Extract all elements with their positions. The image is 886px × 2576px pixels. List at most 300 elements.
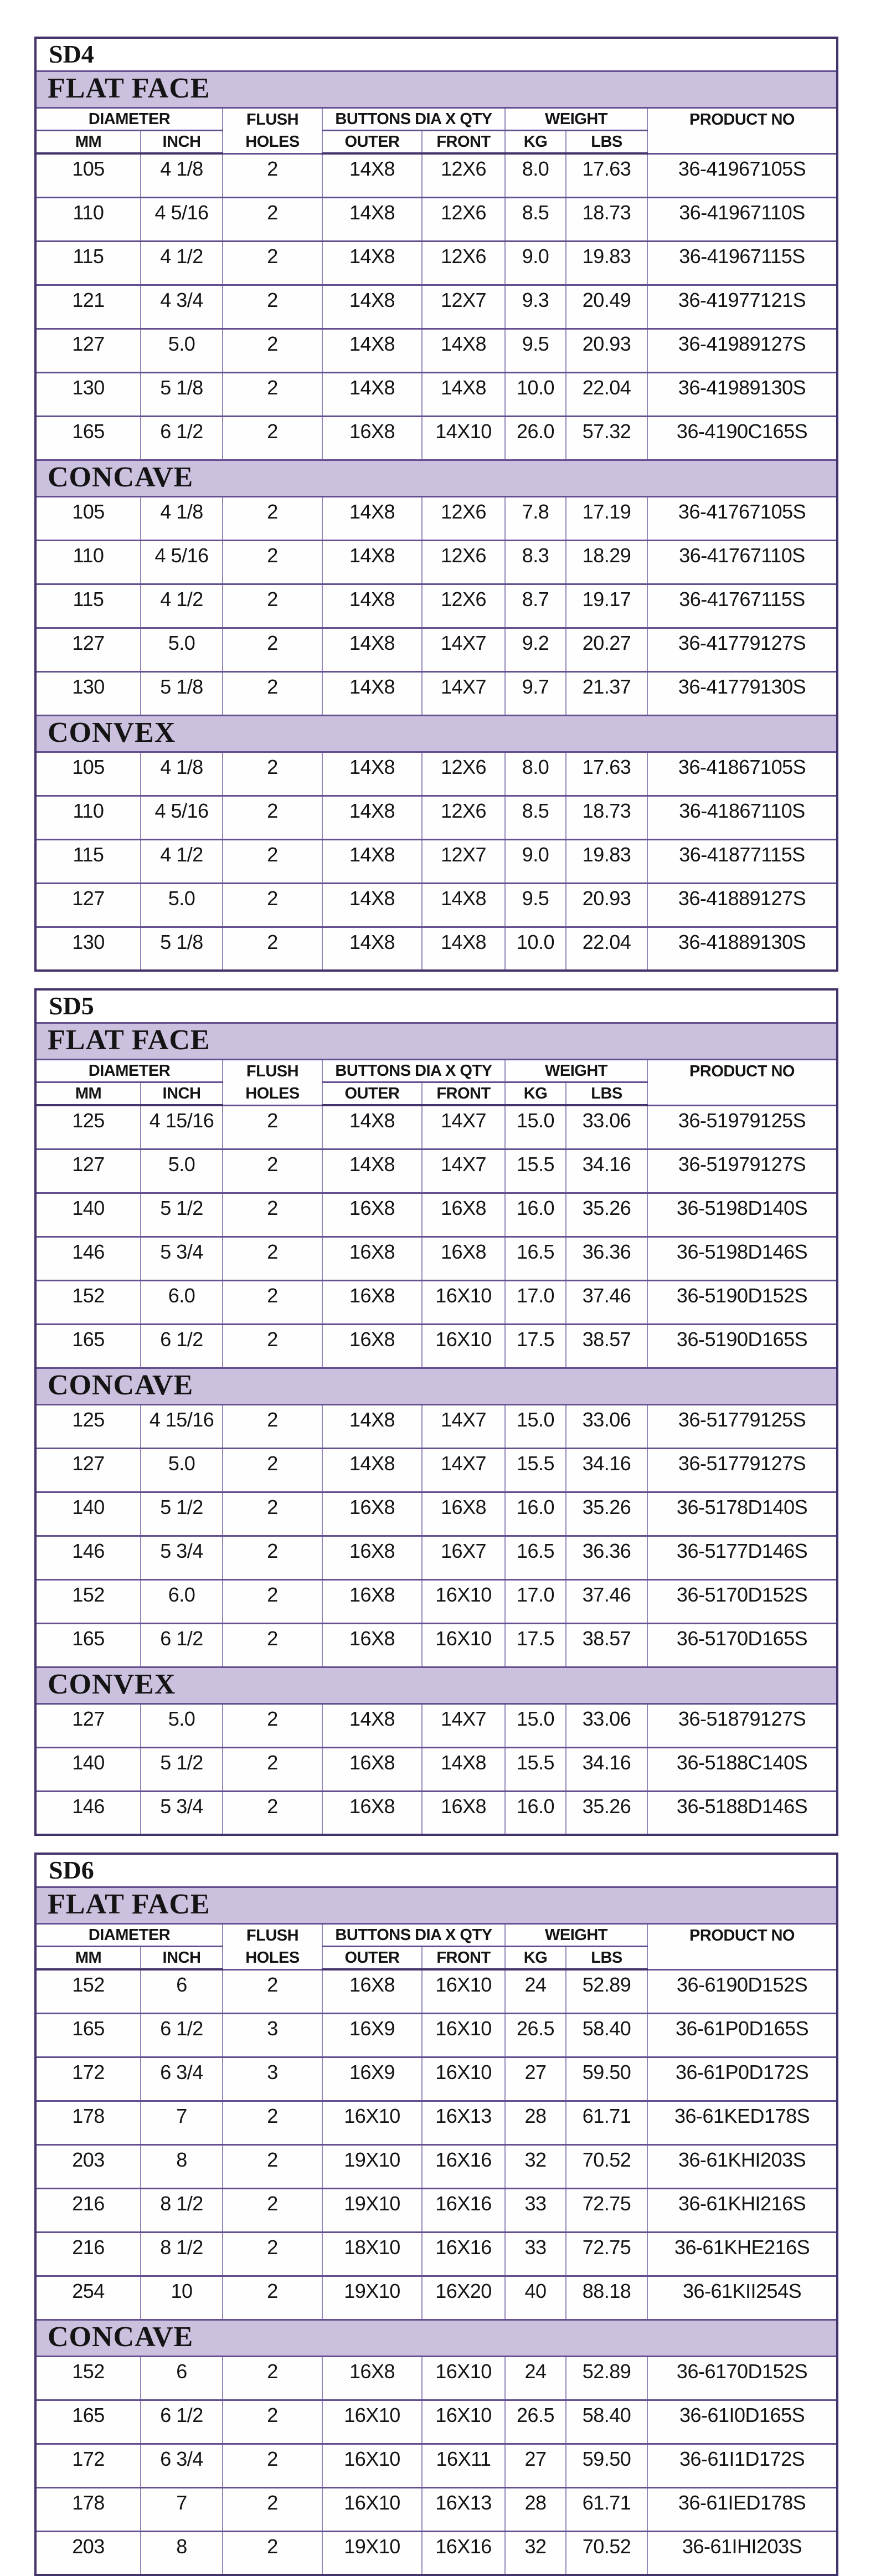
cell-kg: 8.3 <box>505 540 566 584</box>
cell-flush-holes: 2 <box>223 927 322 971</box>
table-row <box>35 796 837 839</box>
col-header-product-no: PRODUCT NO <box>647 1923 837 1969</box>
cell-inch: 5.0 <box>141 883 223 927</box>
cell-inch: 5.0 <box>141 329 223 372</box>
section-title-row <box>35 989 837 1023</box>
cell-front: 16X16 <box>422 2531 505 2575</box>
table-row <box>35 1536 837 1579</box>
cell-outer: 19X10 <box>322 2276 422 2320</box>
cell-front: 12X7 <box>422 285 505 329</box>
col-header-flush-holes <box>223 107 322 153</box>
cell-product-no: 36-61P0D165S <box>647 2013 837 2057</box>
col-header-flush-line1: FLUSH <box>246 110 299 129</box>
cell-kg: 10.0 <box>505 927 566 971</box>
table-row <box>35 1703 837 1747</box>
table-row <box>35 1193 837 1236</box>
table-row <box>35 1149 837 1193</box>
cell-inch: 5.0 <box>141 1448 223 1492</box>
cell-front: 14X8 <box>422 1747 505 1791</box>
col-header-diameter: DIAMETER <box>35 1059 223 1082</box>
col-header-flush-line1: FLUSH <box>246 1926 299 1944</box>
col-header-buttons-dia-x-qty: BUTTONS DIA X QTY <box>322 1059 505 1082</box>
cell-product-no: 36-51779127S <box>647 1448 837 1492</box>
cell-lbs: 20.27 <box>566 628 647 671</box>
cell-mm: 127 <box>35 1703 141 1747</box>
cell-inch: 5 1/2 <box>141 1492 223 1536</box>
subsection-label: CONCAVE <box>35 2320 837 2356</box>
cell-lbs: 35.26 <box>566 1193 647 1236</box>
cell-mm: 127 <box>35 1448 141 1492</box>
cell-flush-holes: 2 <box>223 2444 322 2487</box>
cell-flush-holes: 2 <box>223 671 322 715</box>
cell-product-no: 36-5198D140S <box>647 1193 837 1236</box>
subsection-band-row <box>35 1023 837 1059</box>
subsection-label: CONCAVE <box>35 460 837 496</box>
cell-outer: 18X10 <box>322 2232 422 2276</box>
cell-front: 12X6 <box>422 197 505 241</box>
cell-kg: 16.0 <box>505 1492 566 1536</box>
table-row <box>35 2487 837 2531</box>
col-header-buttons-dia-x-qty: BUTTONS DIA X QTY <box>322 1923 505 1946</box>
cell-kg: 28 <box>505 2487 566 2531</box>
cell-product-no: 36-41989127S <box>647 329 837 372</box>
cell-mm: 140 <box>35 1193 141 1236</box>
cell-mm: 178 <box>35 2101 141 2144</box>
col-header-outer: OUTER <box>322 1946 422 1969</box>
cell-lbs: 88.18 <box>566 2276 647 2320</box>
col-header-mm: MM <box>35 130 141 153</box>
table-row <box>35 372 837 416</box>
cell-outer: 14X8 <box>322 372 422 416</box>
cell-product-no: 36-41767115S <box>647 584 837 628</box>
cell-inch: 4 15/16 <box>141 1404 223 1448</box>
cell-lbs: 58.40 <box>566 2013 647 2057</box>
cell-mm: 152 <box>35 1969 141 2013</box>
cell-mm: 146 <box>35 1236 141 1280</box>
cell-flush-holes: 2 <box>223 1969 322 2013</box>
cell-product-no: 36-5190D165S <box>647 1324 837 1368</box>
cell-kg: 9.0 <box>505 839 566 883</box>
cell-front: 14X7 <box>422 1703 505 1747</box>
cell-flush-holes: 2 <box>223 197 322 241</box>
cell-product-no: 36-51979127S <box>647 1149 837 1193</box>
cell-inch: 6 1/2 <box>141 416 223 460</box>
table-row <box>35 752 837 796</box>
cell-mm: 165 <box>35 1623 141 1667</box>
cell-flush-holes: 3 <box>223 2057 322 2101</box>
cell-kg: 16.0 <box>505 1193 566 1236</box>
cell-front: 14X7 <box>422 1404 505 1448</box>
cell-front: 16X16 <box>422 2232 505 2276</box>
cell-inch: 4 1/2 <box>141 241 223 285</box>
cell-mm: 178 <box>35 2487 141 2531</box>
cell-kg: 16.5 <box>505 1236 566 1280</box>
cell-inch: 6 1/2 <box>141 2013 223 2057</box>
cell-lbs: 20.49 <box>566 285 647 329</box>
cell-flush-holes: 2 <box>223 153 322 197</box>
cell-product-no: 36-61I0D165S <box>647 2400 837 2444</box>
cell-product-no: 36-5188C140S <box>647 1747 837 1791</box>
spec-table-sd4 <box>34 37 838 972</box>
table-row <box>35 496 837 540</box>
cell-lbs: 17.63 <box>566 153 647 197</box>
cell-outer: 16X8 <box>322 1791 422 1835</box>
cell-flush-holes: 2 <box>223 1579 322 1623</box>
cell-lbs: 33.06 <box>566 1105 647 1149</box>
cell-kg: 10.0 <box>505 372 566 416</box>
cell-inch: 5 1/8 <box>141 671 223 715</box>
cell-lbs: 18.73 <box>566 796 647 839</box>
subsection-band-row <box>35 1887 837 1923</box>
cell-inch: 6 <box>141 2356 223 2400</box>
col-header-inch: INCH <box>141 1082 223 1105</box>
cell-front: 16X8 <box>422 1193 505 1236</box>
table-row <box>35 1969 837 2013</box>
cell-mm: 165 <box>35 1324 141 1368</box>
cell-front: 12X6 <box>422 241 505 285</box>
cell-flush-holes: 2 <box>223 329 322 372</box>
cell-product-no: 36-61P0D172S <box>647 2057 837 2101</box>
column-group-header-row <box>35 1923 837 1946</box>
cell-lbs: 36.36 <box>566 1536 647 1579</box>
cell-product-no: 36-61IED178S <box>647 2487 837 2531</box>
cell-flush-holes: 2 <box>223 752 322 796</box>
cell-kg: 9.3 <box>505 285 566 329</box>
cell-kg: 24 <box>505 1969 566 2013</box>
cell-outer: 14X8 <box>322 329 422 372</box>
spec-table-sd5 <box>34 988 838 1836</box>
cell-mm: 127 <box>35 628 141 671</box>
cell-outer: 16X8 <box>322 1623 422 1667</box>
table-row <box>35 2232 837 2276</box>
cell-mm: 127 <box>35 1149 141 1193</box>
cell-flush-holes: 2 <box>223 839 322 883</box>
cell-product-no: 36-6170D152S <box>647 2356 837 2400</box>
cell-kg: 17.5 <box>505 1623 566 1667</box>
cell-kg: 32 <box>505 2144 566 2188</box>
table-row <box>35 1280 837 1324</box>
cell-inch: 7 <box>141 2487 223 2531</box>
table-row <box>35 2013 837 2057</box>
cell-lbs: 58.40 <box>566 2400 647 2444</box>
cell-flush-holes: 2 <box>223 2400 322 2444</box>
cell-front: 16X7 <box>422 1536 505 1579</box>
cell-front: 16X8 <box>422 1791 505 1835</box>
cell-front: 12X6 <box>422 540 505 584</box>
cell-flush-holes: 2 <box>223 1236 322 1280</box>
cell-flush-holes: 2 <box>223 1404 322 1448</box>
cell-outer: 14X8 <box>322 796 422 839</box>
col-header-lbs: LBS <box>566 1946 647 1969</box>
cell-kg: 8.0 <box>505 153 566 197</box>
cell-outer: 16X8 <box>322 1193 422 1236</box>
cell-inch: 6.0 <box>141 1579 223 1623</box>
cell-inch: 6 3/4 <box>141 2057 223 2101</box>
cell-lbs: 19.83 <box>566 839 647 883</box>
cell-outer: 16X8 <box>322 2356 422 2400</box>
table-row <box>35 1448 837 1492</box>
cell-mm: 152 <box>35 1280 141 1324</box>
subsection-label: CONVEX <box>35 715 837 752</box>
cell-lbs: 57.32 <box>566 416 647 460</box>
subsection-band-row <box>35 460 837 496</box>
cell-mm: 172 <box>35 2057 141 2101</box>
cell-outer: 14X8 <box>322 752 422 796</box>
col-header-weight: WEIGHT <box>505 107 647 130</box>
cell-flush-holes: 2 <box>223 2356 322 2400</box>
cell-kg: 32 <box>505 2531 566 2575</box>
table-row <box>35 1747 837 1791</box>
cell-product-no: 36-51879127S <box>647 1703 837 1747</box>
cell-product-no: 36-41967105S <box>647 153 837 197</box>
cell-kg: 33 <box>505 2188 566 2232</box>
cell-kg: 26.5 <box>505 2400 566 2444</box>
cell-mm: 146 <box>35 1536 141 1579</box>
cell-product-no: 36-41867105S <box>647 752 837 796</box>
cell-product-no: 36-5188D146S <box>647 1791 837 1835</box>
table-row <box>35 153 837 197</box>
cell-lbs: 22.04 <box>566 372 647 416</box>
cell-kg: 17.0 <box>505 1280 566 1324</box>
cell-flush-holes: 2 <box>223 1149 322 1193</box>
cell-kg: 9.5 <box>505 883 566 927</box>
cell-lbs: 36.36 <box>566 1236 647 1280</box>
cell-outer: 14X8 <box>322 1149 422 1193</box>
table-row <box>35 1791 837 1835</box>
cell-inch: 5.0 <box>141 1149 223 1193</box>
cell-product-no: 36-41977121S <box>647 285 837 329</box>
cell-front: 14X8 <box>422 329 505 372</box>
cell-outer: 14X8 <box>322 671 422 715</box>
section-title: SD4 <box>35 38 837 71</box>
cell-front: 14X8 <box>422 883 505 927</box>
cell-outer: 14X8 <box>322 153 422 197</box>
cell-lbs: 22.04 <box>566 927 647 971</box>
cell-product-no: 36-6190D152S <box>647 1969 837 2013</box>
cell-kg: 27 <box>505 2057 566 2101</box>
cell-mm: 146 <box>35 1791 141 1835</box>
spec-table-sd6 <box>34 1853 838 2576</box>
cell-kg: 16.0 <box>505 1791 566 1835</box>
cell-outer: 14X8 <box>322 197 422 241</box>
cell-kg: 15.5 <box>505 1149 566 1193</box>
cell-inch: 8 <box>141 2531 223 2575</box>
cell-kg: 15.5 <box>505 1448 566 1492</box>
cell-outer: 14X8 <box>322 1703 422 1747</box>
cell-lbs: 19.83 <box>566 241 647 285</box>
subsection-band-row <box>35 1667 837 1703</box>
col-header-buttons-dia-x-qty: BUTTONS DIA X QTY <box>322 107 505 130</box>
subsection-band-row <box>35 715 837 752</box>
cell-flush-holes: 2 <box>223 1536 322 1579</box>
cell-front: 16X10 <box>422 2013 505 2057</box>
cell-outer: 16X8 <box>322 1579 422 1623</box>
cell-product-no: 36-5170D165S <box>647 1623 837 1667</box>
cell-flush-holes: 2 <box>223 2232 322 2276</box>
col-header-diameter: DIAMETER <box>35 107 223 130</box>
cell-kg: 15.0 <box>505 1105 566 1149</box>
cell-front: 12X6 <box>422 153 505 197</box>
cell-outer: 14X8 <box>322 1105 422 1149</box>
section-title: SD6 <box>35 1854 837 1887</box>
cell-mm: 115 <box>35 241 141 285</box>
cell-outer: 14X8 <box>322 839 422 883</box>
cell-mm: 125 <box>35 1105 141 1149</box>
cell-inch: 4 1/2 <box>141 839 223 883</box>
cell-lbs: 72.75 <box>566 2232 647 2276</box>
cell-lbs: 18.29 <box>566 540 647 584</box>
cell-inch: 6.0 <box>141 1280 223 1324</box>
cell-inch: 4 15/16 <box>141 1105 223 1149</box>
cell-inch: 6 <box>141 1969 223 2013</box>
cell-mm: 105 <box>35 153 141 197</box>
cell-outer: 16X8 <box>322 1236 422 1280</box>
cell-flush-holes: 2 <box>223 496 322 540</box>
col-header-inch: INCH <box>141 1946 223 1969</box>
cell-product-no: 36-51779125S <box>647 1404 837 1448</box>
cell-outer: 16X8 <box>322 1280 422 1324</box>
cell-inch: 4 3/4 <box>141 285 223 329</box>
cell-inch: 5 3/4 <box>141 1536 223 1579</box>
cell-outer: 16X8 <box>322 1324 422 1368</box>
col-header-flush-line1: FLUSH <box>246 1062 299 1080</box>
cell-inch: 7 <box>141 2101 223 2144</box>
col-header-inch: INCH <box>141 130 223 153</box>
cell-inch: 5 1/2 <box>141 1747 223 1791</box>
cell-inch: 8 1/2 <box>141 2188 223 2232</box>
cell-product-no: 36-61KED178S <box>647 2101 837 2144</box>
cell-mm: 110 <box>35 540 141 584</box>
cell-mm: 152 <box>35 2356 141 2400</box>
table-row <box>35 285 837 329</box>
cell-lbs: 61.71 <box>566 2487 647 2531</box>
cell-kg: 9.5 <box>505 329 566 372</box>
cell-product-no: 36-61IHI203S <box>647 2531 837 2575</box>
cell-inch: 5 1/8 <box>141 372 223 416</box>
cell-inch: 5 1/8 <box>141 927 223 971</box>
cell-mm: 110 <box>35 197 141 241</box>
cell-mm: 203 <box>35 2531 141 2575</box>
subsection-band-row <box>35 71 837 107</box>
table-row <box>35 1404 837 1448</box>
cell-flush-holes: 2 <box>223 241 322 285</box>
cell-flush-holes: 2 <box>223 2276 322 2320</box>
cell-front: 16X8 <box>422 1236 505 1280</box>
cell-front: 12X6 <box>422 496 505 540</box>
col-header-weight: WEIGHT <box>505 1059 647 1082</box>
cell-lbs: 35.26 <box>566 1791 647 1835</box>
column-group-header-row <box>35 107 837 130</box>
cell-mm: 254 <box>35 2276 141 2320</box>
cell-outer: 14X8 <box>322 628 422 671</box>
subsection-label: CONCAVE <box>35 1368 837 1404</box>
cell-outer: 14X8 <box>322 1448 422 1492</box>
table-row <box>35 2276 837 2320</box>
cell-outer: 14X8 <box>322 584 422 628</box>
table-row <box>35 1492 837 1536</box>
cell-inch: 5.0 <box>141 1703 223 1747</box>
cell-kg: 9.2 <box>505 628 566 671</box>
cell-product-no: 36-61KHI203S <box>647 2144 837 2188</box>
cell-front: 12X6 <box>422 752 505 796</box>
cell-product-no: 36-5198D146S <box>647 1236 837 1280</box>
cell-front: 16X13 <box>422 2101 505 2144</box>
cell-inch: 5 3/4 <box>141 1236 223 1280</box>
cell-front: 14X7 <box>422 628 505 671</box>
col-header-lbs: LBS <box>566 1082 647 1105</box>
col-header-flush-line2: HOLES <box>245 1948 300 1967</box>
cell-outer: 16X10 <box>322 2101 422 2144</box>
cell-mm: 115 <box>35 839 141 883</box>
cell-product-no: 36-61KHE216S <box>647 2232 837 2276</box>
cell-kg: 8.7 <box>505 584 566 628</box>
cell-flush-holes: 2 <box>223 796 322 839</box>
cell-inch: 4 5/16 <box>141 197 223 241</box>
subsection-label: FLAT FACE <box>35 71 837 107</box>
cell-mm: 127 <box>35 329 141 372</box>
cell-inch: 6 1/2 <box>141 2400 223 2444</box>
cell-inch: 4 1/8 <box>141 153 223 197</box>
cell-front: 14X10 <box>422 416 505 460</box>
col-header-front: FRONT <box>422 1082 505 1105</box>
cell-mm: 130 <box>35 671 141 715</box>
cell-lbs: 52.89 <box>566 1969 647 2013</box>
cell-product-no: 36-41889130S <box>647 927 837 971</box>
cell-flush-holes: 2 <box>223 2531 322 2575</box>
cell-kg: 15.5 <box>505 1747 566 1791</box>
cell-outer: 16X8 <box>322 1747 422 1791</box>
cell-product-no: 36-41889127S <box>647 883 837 927</box>
cell-product-no: 36-61KHI216S <box>647 2188 837 2232</box>
table-row <box>35 2057 837 2101</box>
table-row <box>35 1324 837 1368</box>
subsection-label: CONVEX <box>35 1667 837 1703</box>
cell-mm: 152 <box>35 1579 141 1623</box>
cell-mm: 127 <box>35 883 141 927</box>
cell-inch: 4 1/8 <box>141 752 223 796</box>
cell-lbs: 19.17 <box>566 584 647 628</box>
cell-flush-holes: 2 <box>223 2101 322 2144</box>
cell-mm: 105 <box>35 752 141 796</box>
table-row <box>35 839 837 883</box>
cell-lbs: 38.57 <box>566 1324 647 1368</box>
cell-kg: 9.7 <box>505 671 566 715</box>
cell-product-no: 36-41877115S <box>647 839 837 883</box>
cell-lbs: 52.89 <box>566 2356 647 2400</box>
cell-flush-holes: 2 <box>223 2144 322 2188</box>
table-row <box>35 2144 837 2188</box>
cell-outer: 19X10 <box>322 2531 422 2575</box>
cell-kg: 8.5 <box>505 197 566 241</box>
cell-front: 16X10 <box>422 1623 505 1667</box>
cell-front: 16X10 <box>422 1969 505 2013</box>
cell-kg: 40 <box>505 2276 566 2320</box>
cell-kg: 33 <box>505 2232 566 2276</box>
cell-kg: 24 <box>505 2356 566 2400</box>
cell-mm: 165 <box>35 2013 141 2057</box>
cell-inch: 5 3/4 <box>141 1791 223 1835</box>
cell-product-no: 36-41967110S <box>647 197 837 241</box>
table-row <box>35 241 837 285</box>
cell-product-no: 36-61KII254S <box>647 2276 837 2320</box>
table-row <box>35 883 837 927</box>
cell-outer: 16X8 <box>322 416 422 460</box>
cell-lbs: 34.16 <box>566 1747 647 1791</box>
cell-kg: 27 <box>505 2444 566 2487</box>
col-header-kg: KG <box>505 1082 566 1105</box>
cell-inch: 8 1/2 <box>141 2232 223 2276</box>
cell-mm: 140 <box>35 1747 141 1791</box>
